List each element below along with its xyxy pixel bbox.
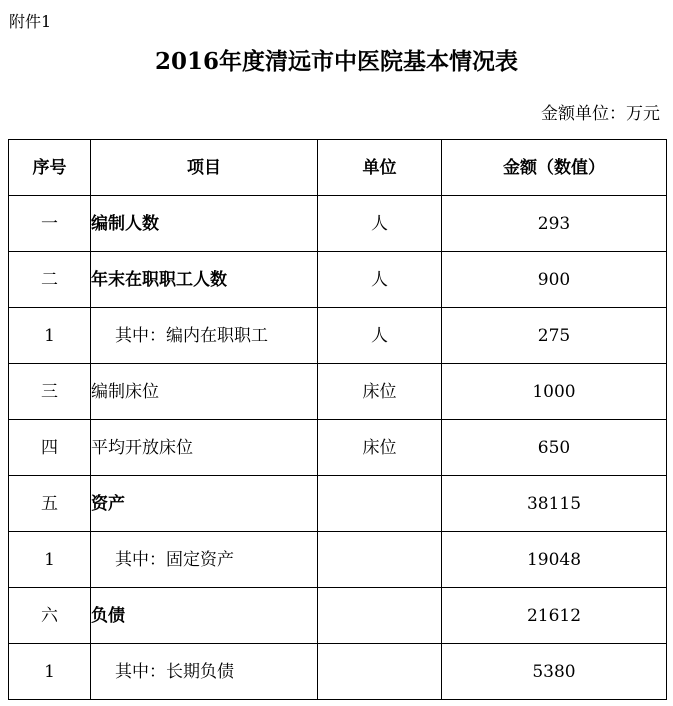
cell-seq: 三 bbox=[9, 364, 91, 420]
cell-seq: 六 bbox=[9, 588, 91, 644]
header-item: 项目 bbox=[91, 140, 318, 196]
attachment-label: 附件1 bbox=[9, 12, 52, 31]
basic-info-table bbox=[8, 139, 667, 700]
table-row bbox=[9, 308, 667, 364]
table-row bbox=[9, 364, 667, 420]
cell-unit: 人 bbox=[318, 196, 442, 252]
table-row bbox=[9, 532, 667, 588]
cell-amount: 293 bbox=[442, 196, 667, 252]
header-seq: 序号 bbox=[9, 140, 91, 196]
cell-unit: 床位 bbox=[318, 364, 442, 420]
table-row bbox=[9, 588, 667, 644]
header-unit: 单位 bbox=[318, 140, 442, 196]
cell-item: 其中：长期负债 bbox=[91, 644, 318, 700]
table-row bbox=[9, 644, 667, 700]
cell-item: 编制床位 bbox=[91, 364, 318, 420]
cell-seq: 1 bbox=[9, 644, 91, 700]
cell-item: 其中：编内在职职工 bbox=[91, 308, 318, 364]
table-row bbox=[9, 420, 667, 476]
table-body bbox=[9, 196, 667, 700]
cell-unit: 床位 bbox=[318, 420, 442, 476]
cell-unit bbox=[318, 532, 442, 588]
table-header-row bbox=[9, 140, 667, 196]
cell-seq: 五 bbox=[9, 476, 91, 532]
cell-seq: 二 bbox=[9, 252, 91, 308]
cell-amount: 650 bbox=[442, 420, 667, 476]
cell-seq: 四 bbox=[9, 420, 91, 476]
cell-amount: 275 bbox=[442, 308, 667, 364]
cell-amount: 21612 bbox=[442, 588, 667, 644]
cell-amount: 1000 bbox=[442, 364, 667, 420]
cell-seq: 一 bbox=[9, 196, 91, 252]
cell-unit bbox=[318, 588, 442, 644]
cell-amount: 900 bbox=[442, 252, 667, 308]
cell-unit bbox=[318, 476, 442, 532]
cell-unit bbox=[318, 644, 442, 700]
cell-item: 其中：固定资产 bbox=[91, 532, 318, 588]
cell-item: 年末在职职工人数 bbox=[91, 252, 318, 308]
cell-unit: 人 bbox=[318, 308, 442, 364]
cell-item: 编制人数 bbox=[91, 196, 318, 252]
header-amount: 金额（数值） bbox=[442, 140, 667, 196]
table-row bbox=[9, 252, 667, 308]
cell-amount: 19048 bbox=[442, 532, 667, 588]
cell-amount: 38115 bbox=[442, 476, 667, 532]
amount-unit-note: 金额单位：万元 bbox=[541, 104, 660, 124]
cell-item: 资产 bbox=[91, 476, 318, 532]
cell-seq: 1 bbox=[9, 532, 91, 588]
cell-amount: 5380 bbox=[442, 644, 667, 700]
table-row bbox=[9, 476, 667, 532]
cell-item: 平均开放床位 bbox=[91, 420, 318, 476]
page-title: 2016年度清远市中医院基本情况表 bbox=[154, 48, 518, 75]
cell-unit: 人 bbox=[318, 252, 442, 308]
table-row bbox=[9, 196, 667, 252]
cell-seq: 1 bbox=[9, 308, 91, 364]
cell-item: 负债 bbox=[91, 588, 318, 644]
